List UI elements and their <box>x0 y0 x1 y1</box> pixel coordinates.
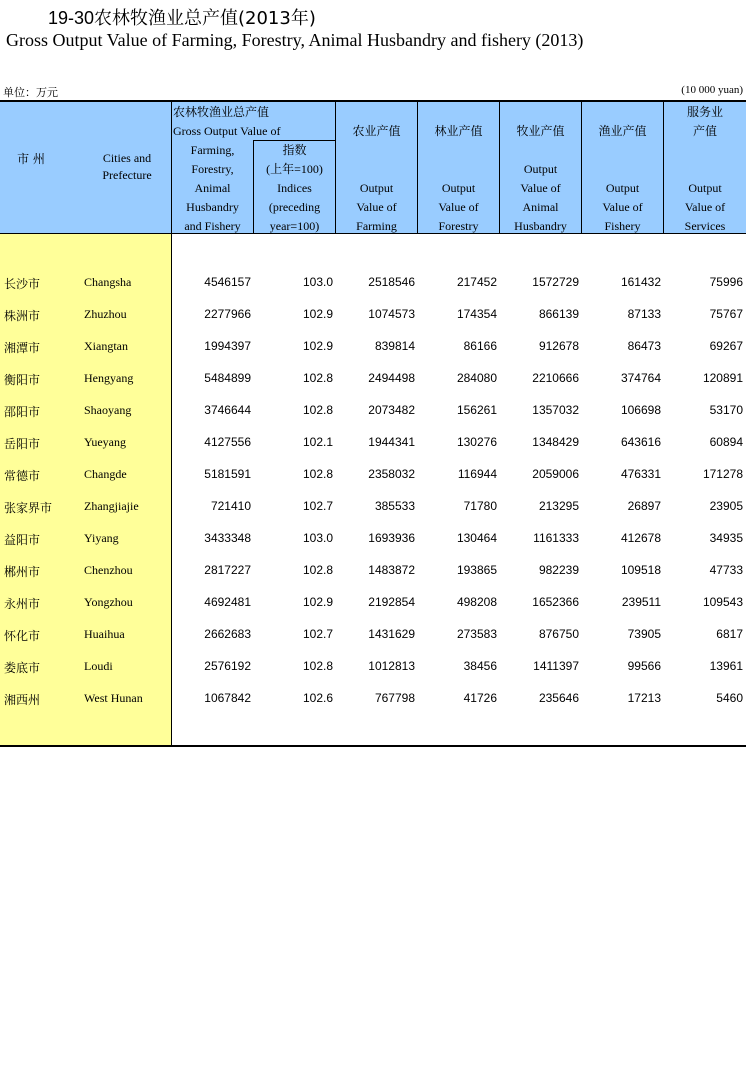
fishery-value: 476331 <box>620 467 661 481</box>
header-gross-cn: 农林牧渔业总产值 <box>173 105 270 119</box>
header-city-en-line: Cities and <box>102 151 152 165</box>
header-line: Output <box>605 181 640 195</box>
header-line: Husbandry <box>514 219 567 233</box>
services-value: 53170 <box>709 403 743 417</box>
header-services-en <box>664 179 746 236</box>
fishery-value: 86473 <box>627 339 661 353</box>
city-name-cn: 湘西州 <box>4 693 41 707</box>
header-line: Output <box>523 162 558 176</box>
forestry-value: 273583 <box>456 627 497 641</box>
forestry-value: 284080 <box>456 371 497 385</box>
fishery-value: 26897 <box>627 499 661 513</box>
header-line: Forestry <box>438 219 479 233</box>
header-line: Value of <box>438 200 479 214</box>
title-cn-text: 农林牧渔业总产值(2013年) <box>94 8 316 29</box>
services-value: 60894 <box>709 435 743 449</box>
header-line: and Fishery <box>184 219 241 233</box>
header-forestry-cn: 林业产值 <box>434 124 483 138</box>
farming-value: 2192854 <box>368 595 415 609</box>
services-value: 75767 <box>709 307 743 321</box>
forestry-value: 498208 <box>456 595 497 609</box>
table-bottom-rule <box>0 745 746 747</box>
header-fishery-en <box>582 179 663 236</box>
city-name-en: Hengyang <box>84 371 134 385</box>
fishery-value: 374764 <box>620 371 661 385</box>
header-line: 服务业 <box>686 105 723 119</box>
city-name-cn: 邵阳市 <box>4 405 41 419</box>
animal-value: 1348429 <box>532 435 579 449</box>
header-line: (上年=100) <box>266 162 323 176</box>
forestry-value: 217452 <box>456 275 497 289</box>
forestry-value: 116944 <box>457 467 497 481</box>
index-value: 102.8 <box>302 467 333 481</box>
fishery-value: 73905 <box>627 627 661 641</box>
fishery-value: 161432 <box>620 275 661 289</box>
farming-value: 2494498 <box>368 371 415 385</box>
header-line: Output <box>441 181 476 195</box>
city-name-cn: 娄底市 <box>4 661 41 675</box>
city-name-en: Changde <box>84 467 127 481</box>
fishery-value: 99566 <box>627 659 661 673</box>
city-name-en: West Hunan <box>84 691 143 705</box>
forestry-value: 41726 <box>463 691 497 705</box>
city-name-cn: 郴州市 <box>4 565 41 579</box>
forestry-value: 174354 <box>456 307 497 321</box>
services-value: 34935 <box>709 531 743 545</box>
table-row <box>0 426 746 458</box>
index-value: 102.8 <box>302 563 333 577</box>
header-line: Animal <box>522 200 559 214</box>
index-value: 102.7 <box>302 627 333 641</box>
gross-value: 3746644 <box>204 403 251 417</box>
header-line: Husbandry <box>186 200 239 214</box>
header-services-cn <box>664 103 746 141</box>
header-farming-cn: 农业产值 <box>352 124 401 138</box>
table-row <box>0 362 746 394</box>
fishery-value: 109518 <box>620 563 661 577</box>
fishery-value: 643616 <box>620 435 661 449</box>
city-name-en: Shaoyang <box>84 403 132 417</box>
forestry-value: 130464 <box>456 531 497 545</box>
index-value: 102.7 <box>302 499 333 513</box>
header-index <box>254 141 335 236</box>
index-value: 102.8 <box>302 371 333 385</box>
city-name-en: Xiangtan <box>84 339 128 353</box>
farming-value: 1693936 <box>368 531 415 545</box>
header-line: Farming, <box>190 143 235 157</box>
header-line: Animal <box>194 181 231 195</box>
table-row <box>0 266 746 298</box>
forestry-value: 130276 <box>456 435 497 449</box>
farming-value: 1483872 <box>368 563 415 577</box>
animal-value: 912678 <box>538 339 579 353</box>
farming-value: 2358032 <box>368 467 415 481</box>
header-line: Indices <box>277 181 312 195</box>
animal-value: 1357032 <box>532 403 579 417</box>
index-value: 102.6 <box>302 691 333 705</box>
city-name-cn: 张家界市 <box>4 501 53 515</box>
index-value: 102.8 <box>302 659 333 673</box>
farming-value: 1431629 <box>368 627 415 641</box>
services-value: 120891 <box>702 371 743 385</box>
header-line: year=100) <box>269 219 320 233</box>
table-row <box>0 330 746 362</box>
forestry-value: 193865 <box>456 563 497 577</box>
table-number: 19-30 <box>47 8 94 28</box>
index-value: 102.1 <box>302 435 333 449</box>
fishery-value: 17213 <box>627 691 661 705</box>
city-name-en: Yongzhou <box>84 595 133 609</box>
table-header <box>0 100 746 234</box>
city-name-cn: 怀化市 <box>4 629 41 643</box>
city-name-cn: 益阳市 <box>4 533 41 547</box>
header-city-en <box>84 150 170 184</box>
city-name-cn: 湘潭市 <box>4 341 41 355</box>
header-line: Output <box>688 181 722 195</box>
services-value: 69267 <box>709 339 743 353</box>
farming-value: 385533 <box>374 499 415 513</box>
index-value: 103.0 <box>302 275 333 289</box>
animal-value: 1411397 <box>533 659 579 673</box>
index-value: 102.9 <box>302 339 333 353</box>
gross-value: 1994397 <box>204 339 251 353</box>
header-line: Services <box>684 219 726 233</box>
index-value: 103.0 <box>302 531 333 545</box>
city-name-en: Zhuzhou <box>84 307 127 321</box>
animal-value: 213295 <box>538 499 579 513</box>
city-name-en: Changsha <box>84 275 132 289</box>
fishery-value: 87133 <box>627 307 661 321</box>
city-name-cn: 长沙市 <box>4 277 41 291</box>
services-value: 75996 <box>709 275 743 289</box>
fishery-value: 239511 <box>621 595 661 609</box>
header-line: Farming <box>356 219 397 233</box>
animal-value: 866139 <box>538 307 579 321</box>
header-line: Output <box>359 181 394 195</box>
animal-value: 2059006 <box>532 467 579 481</box>
fishery-value: 412678 <box>620 531 661 545</box>
header-gross-en: Gross Output Value of <box>173 124 281 138</box>
table-row <box>0 490 746 522</box>
header-line: Forestry, <box>191 162 234 176</box>
city-name-en: Yiyang <box>84 531 119 545</box>
index-value: 102.8 <box>302 403 333 417</box>
city-name-en: Zhangjiajie <box>84 499 139 513</box>
header-gross-sub <box>172 141 253 236</box>
header-fishery-cn: 渔业产值 <box>598 124 647 138</box>
header-line: (preceding <box>268 200 321 214</box>
gross-value: 4127556 <box>204 435 251 449</box>
services-value: 5460 <box>716 691 743 705</box>
header-farming-en <box>336 179 417 236</box>
city-name-en: Loudi <box>84 659 113 673</box>
header-line: Value of <box>602 200 643 214</box>
unit-label-cn: 单位：万元 <box>3 86 58 99</box>
city-name-en: Yueyang <box>84 435 126 449</box>
gross-value: 5181591 <box>204 467 251 481</box>
animal-value: 982239 <box>538 563 579 577</box>
table-row <box>0 650 746 682</box>
services-value: 171278 <box>702 467 743 481</box>
city-name-cn: 永州市 <box>4 597 41 611</box>
gross-value: 4692481 <box>204 595 251 609</box>
table-row <box>0 394 746 426</box>
gross-value: 2662683 <box>204 627 251 641</box>
animal-value: 1652366 <box>532 595 579 609</box>
services-value: 6817 <box>716 627 743 641</box>
forestry-value: 156261 <box>456 403 497 417</box>
animal-value: 1572729 <box>532 275 579 289</box>
farming-value: 1012813 <box>368 659 415 673</box>
animal-value: 1161333 <box>533 531 579 545</box>
unit-label-en: (10 000 yuan) <box>681 84 743 96</box>
city-name-en: Chenzhou <box>84 563 133 577</box>
header-line: Value of <box>520 181 561 195</box>
header-line: 产值 <box>692 124 717 138</box>
gross-value: 3433348 <box>204 531 251 545</box>
city-name-cn: 岳阳市 <box>4 437 41 451</box>
services-value: 23905 <box>709 499 743 513</box>
animal-value: 876750 <box>538 627 579 641</box>
forestry-value: 86166 <box>463 339 497 353</box>
city-name-cn: 常德市 <box>4 469 41 483</box>
table-row <box>0 458 746 490</box>
forestry-value: 38456 <box>463 659 497 673</box>
header-city-cn: 市 州 <box>17 152 45 166</box>
header-line: Value of <box>684 200 726 214</box>
table-body <box>0 266 746 714</box>
header-forestry-en <box>418 179 499 236</box>
table-row <box>0 554 746 586</box>
city-name-cn: 衡阳市 <box>4 373 41 387</box>
table-row <box>0 522 746 554</box>
gross-value: 721410 <box>210 499 251 513</box>
index-value: 102.9 <box>302 595 333 609</box>
farming-value: 2073482 <box>368 403 415 417</box>
header-city-en-line: Prefecture <box>102 168 152 182</box>
header-line: 指数 <box>282 143 307 157</box>
table-row <box>0 618 746 650</box>
farming-value: 767798 <box>374 691 415 705</box>
table-row <box>0 586 746 618</box>
farming-value: 2518546 <box>368 275 415 289</box>
services-value: 109543 <box>702 595 743 609</box>
table-title-en: Gross Output Value of Farming, Forestry, Animal Husbandry and fishery (2013) <box>6 30 584 50</box>
gross-value: 2576192 <box>204 659 251 673</box>
services-value: 47733 <box>709 563 743 577</box>
city-name-en: Huaihua <box>84 627 125 641</box>
farming-value: 1944341 <box>368 435 415 449</box>
header-line: Value of <box>356 200 397 214</box>
animal-value: 235646 <box>538 691 579 705</box>
services-value: 13961 <box>709 659 743 673</box>
header-animal-cn: 牧业产值 <box>516 124 565 138</box>
table-title-cn <box>6 4 316 30</box>
gross-value: 2277966 <box>204 307 251 321</box>
forestry-value: 71780 <box>463 499 497 513</box>
table-row <box>0 682 746 714</box>
header-line: Fishery <box>604 219 641 233</box>
table-row <box>0 298 746 330</box>
index-value: 102.9 <box>302 307 333 321</box>
city-name-cn: 株洲市 <box>4 309 41 323</box>
gross-value: 2817227 <box>204 563 251 577</box>
animal-value: 2210666 <box>532 371 579 385</box>
gross-value: 1067842 <box>204 691 251 705</box>
farming-value: 839814 <box>374 339 415 353</box>
gross-value: 5484899 <box>204 371 251 385</box>
farming-value: 1074573 <box>368 307 415 321</box>
header-animal-en <box>500 160 581 236</box>
gross-value: 4546157 <box>204 275 251 289</box>
fishery-value: 106698 <box>620 403 661 417</box>
